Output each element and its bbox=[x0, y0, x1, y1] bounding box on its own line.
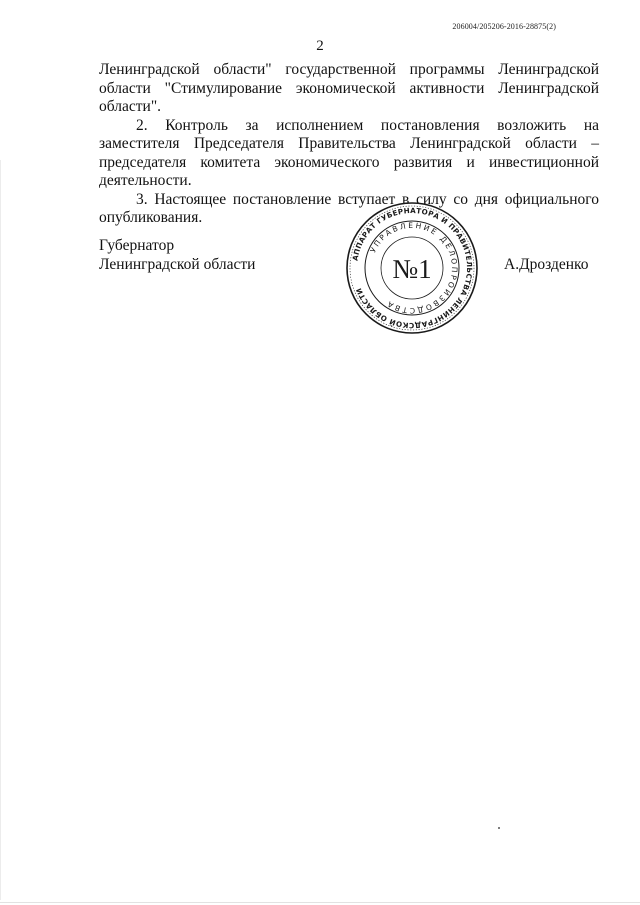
scan-bottom-edge bbox=[0, 902, 640, 903]
scan-artifact-dot bbox=[498, 827, 500, 829]
paragraph-item-3: 3. Настоящее постановление вступает в силу со дня официального опубликования. bbox=[99, 190, 599, 226]
paragraph-continuation: Ленинградской области" государственной программы Ленинградской области "Стимулирование экономической активности Ленинградской области". bbox=[99, 61, 599, 115]
signatory-title-line-2: Ленинградской области bbox=[99, 256, 256, 273]
page-number: 2 bbox=[316, 38, 324, 54]
paragraph-item-2: 2. Контроль за исполнением постановления возложить на заместителя Председателя Правительства Ленинградской области – председателя комитета экономического развития и инвестиционной деятельности. bbox=[99, 116, 599, 189]
seal-graphic bbox=[344, 200, 480, 336]
scan-left-edge bbox=[0, 160, 1, 900]
document-registration-code: 206004/205206-2016-28875(2) bbox=[452, 22, 556, 31]
seal-outer-text: АППАРАТ ГУБЕРНАТОРА И ПРАВИТЕЛЬСТВА ЛЕНИНГРАДСКОЙ ОБЛАСТИ bbox=[350, 205, 475, 331]
signatory-title-line-1: Губернатор bbox=[99, 237, 175, 254]
signatory-title bbox=[99, 236, 255, 274]
signatory-name: А.Дрозденко bbox=[504, 256, 589, 273]
seal-inner-text: УПРАВЛЕНИЕ ДЕЛОПРОИЗВОДСТВА bbox=[368, 220, 460, 316]
seal-center-number: №1 bbox=[392, 254, 432, 284]
official-seal-stamp bbox=[344, 200, 480, 336]
